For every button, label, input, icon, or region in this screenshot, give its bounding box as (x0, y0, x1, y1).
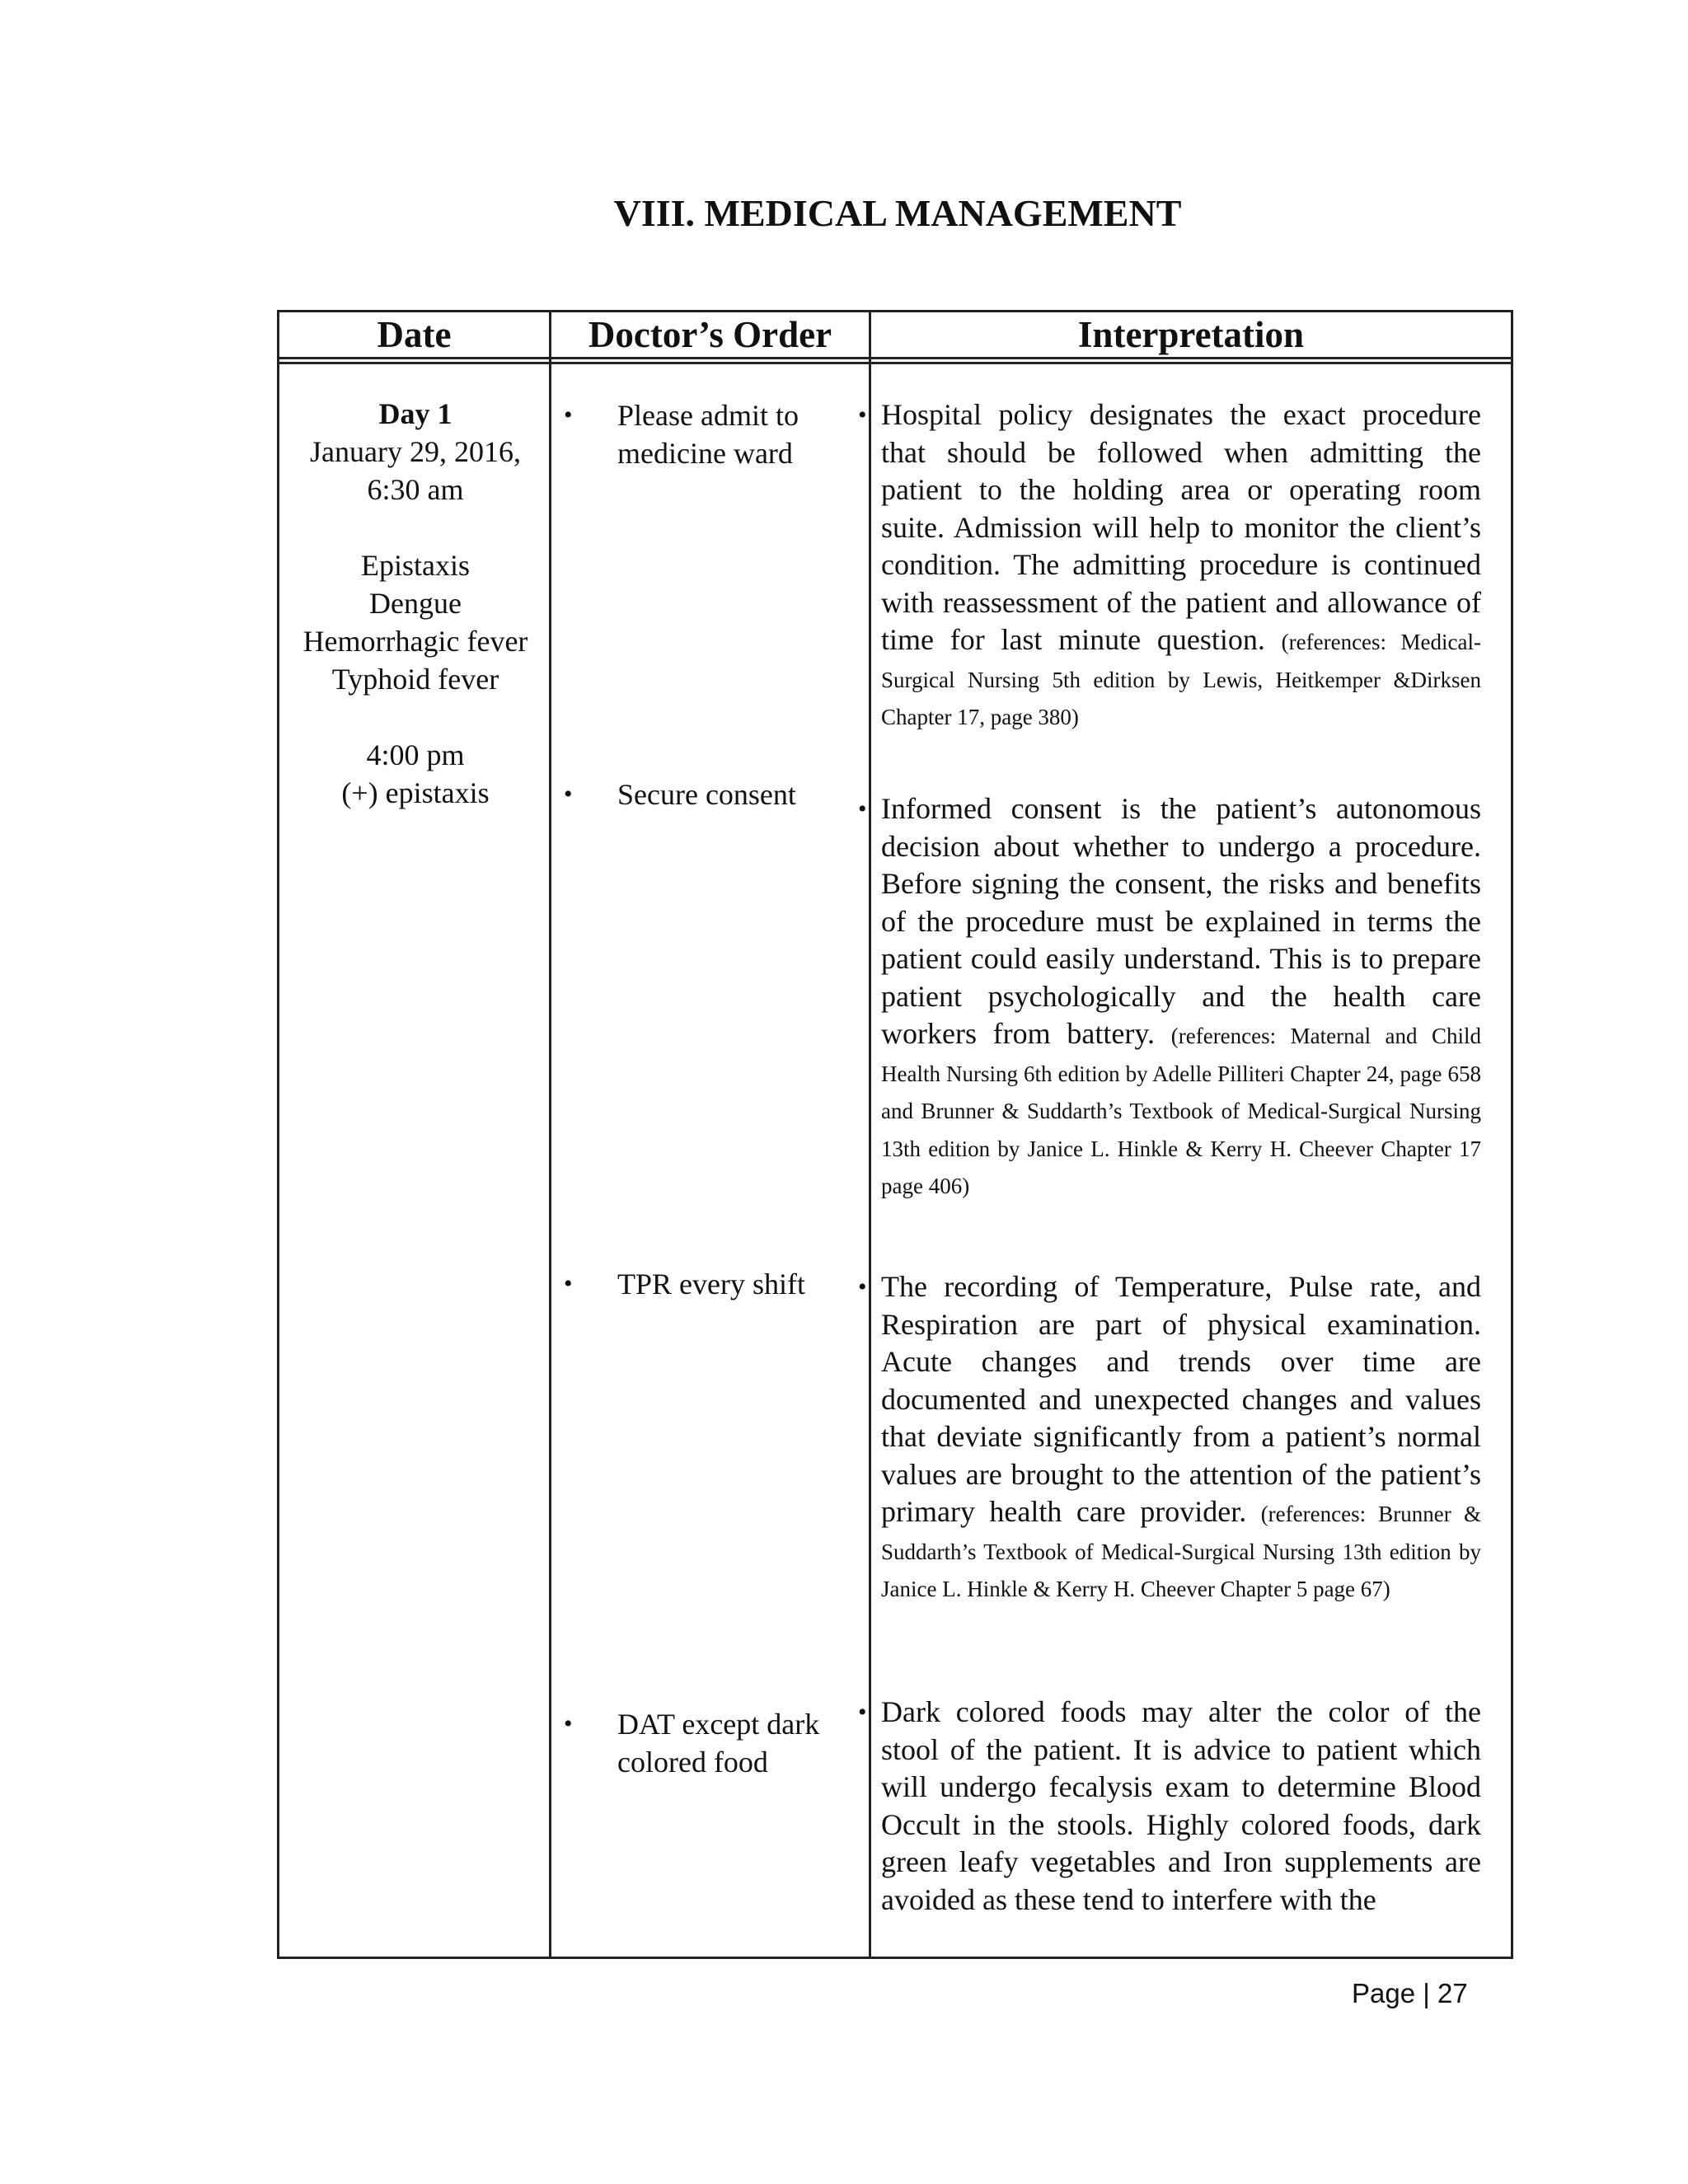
bullet-icon: • (564, 1710, 573, 1737)
diagnosis-item: Epistaxis (361, 549, 470, 582)
order-item: • TPR every shift (564, 1265, 840, 1303)
bullet-icon: • (858, 1273, 867, 1301)
interpretation-item: • Hospital policy designates the exact procedure that should be followed when admitting the patient to the holding area or operating room suite. Admission will help to monitor the client’s condition. The admitting procedure is continued with reassessment of the patient and allowance of time for last minute question. (references: Medical-Surgical Nursing 5th edition by Lewis, Heitkemper &Dirksen Chapter 17, page 380) (858, 398, 1481, 729)
column-divider (869, 312, 871, 1957)
time-note: (+) epistaxis (341, 776, 490, 809)
header-doctors-order: Doctor’s Order (588, 314, 832, 355)
interpretation-item: • Informed consent is the patient’s autonomous decision about whether to undergo a procedure. Before signing the consent, the risks and benefits of the procedure must be explained in terms the patient could easily understand. This is to prepare patient psychologically and the health care workers from battery. (references: Maternal and Child Health Nursing 6th edition by Adelle Pilliteri Chapter 24, page 658 and Brunner & Suddarth’s Textbook of Medical-Surgical Nursing 13th edition by Janice L. Hinkle & Kerry H. Cheever Chapter 17 page 406) (858, 792, 1482, 1198)
header-divider (279, 362, 1511, 364)
date-cell (296, 395, 535, 812)
bullet-icon: • (858, 795, 867, 823)
header-divider (279, 357, 1511, 359)
reference-note: (references: Medical-Surgical Nursing 5th edition by Lewis, Heitkemper &Dirksen Chapter 17, page 380) (881, 630, 1481, 729)
diagnosis-item: Dengue Hemorrhagic fever (302, 587, 528, 658)
page-number: Page | 27 (1352, 1978, 1468, 2008)
interpretation-item: • The recording of Temperature, Pulse rate, and Respiration are part of physical examination. Acute changes and trends over time are documented and unexpected changes and values that deviate significantly from a patient’s normal values are brought to the attention of the patient’s primary health care provider. (references: Brunner & Suddarth’s Textbook of Medical-Surgical Nursing 13th edition by Janice L. Hinkle & Kerry H. Cheever Chapter 5 page 67) (858, 1270, 1481, 1601)
date-time: January 29, 2016, 6:30 am (310, 435, 521, 506)
bullet-icon: • (564, 1270, 573, 1297)
diagnosis-item: Typhoid fever (331, 663, 499, 696)
order-item: • Please admit to medicine ward (564, 396, 840, 472)
order-item: • DAT except dark colored food (564, 1705, 840, 1781)
column-divider (549, 312, 551, 1957)
bullet-icon: • (564, 401, 573, 429)
reference-note: (references: Maternal and Child Health Nursing 6th edition by Adelle Pilliteri Chapter 24, page 658 and Brunner & Suddarth’s Textbook of Medical-Surgical Nursing 13th edition by Janice L. Hinkle & Kerry H. Cheever Chapter 17 page 406) (881, 1024, 1482, 1198)
header-interpretation: Interpretation (1077, 314, 1305, 355)
bullet-icon: • (858, 401, 867, 429)
reference-note: (references: Brunner & Suddarth’s Textbook of Medical-Surgical Nursing 13th edition by Janice L. Hinkle & Kerry H. Cheever Chapter 5 page 67) (881, 1502, 1481, 1601)
header-date: Date (377, 314, 452, 355)
day-label: Day 1 (378, 397, 452, 430)
bullet-icon: • (858, 1699, 867, 1726)
page-title: VIII. MEDICAL MANAGEMENT (613, 192, 1182, 234)
order-item: • Secure consent (564, 776, 840, 813)
time-entry: 4:00 pm (366, 738, 465, 771)
interpretation-item: • Dark colored foods may alter the color of the stool of the patient. It is advice to patient which will undergo fecalysis exam to determine Blood Occult in the stools. Highly colored foods, dark green leafy vegetables and Iron supplements are avoided as these tend to interfere with the (858, 1695, 1481, 1916)
medical-management-table (277, 310, 1513, 1959)
bullet-icon: • (564, 780, 573, 808)
